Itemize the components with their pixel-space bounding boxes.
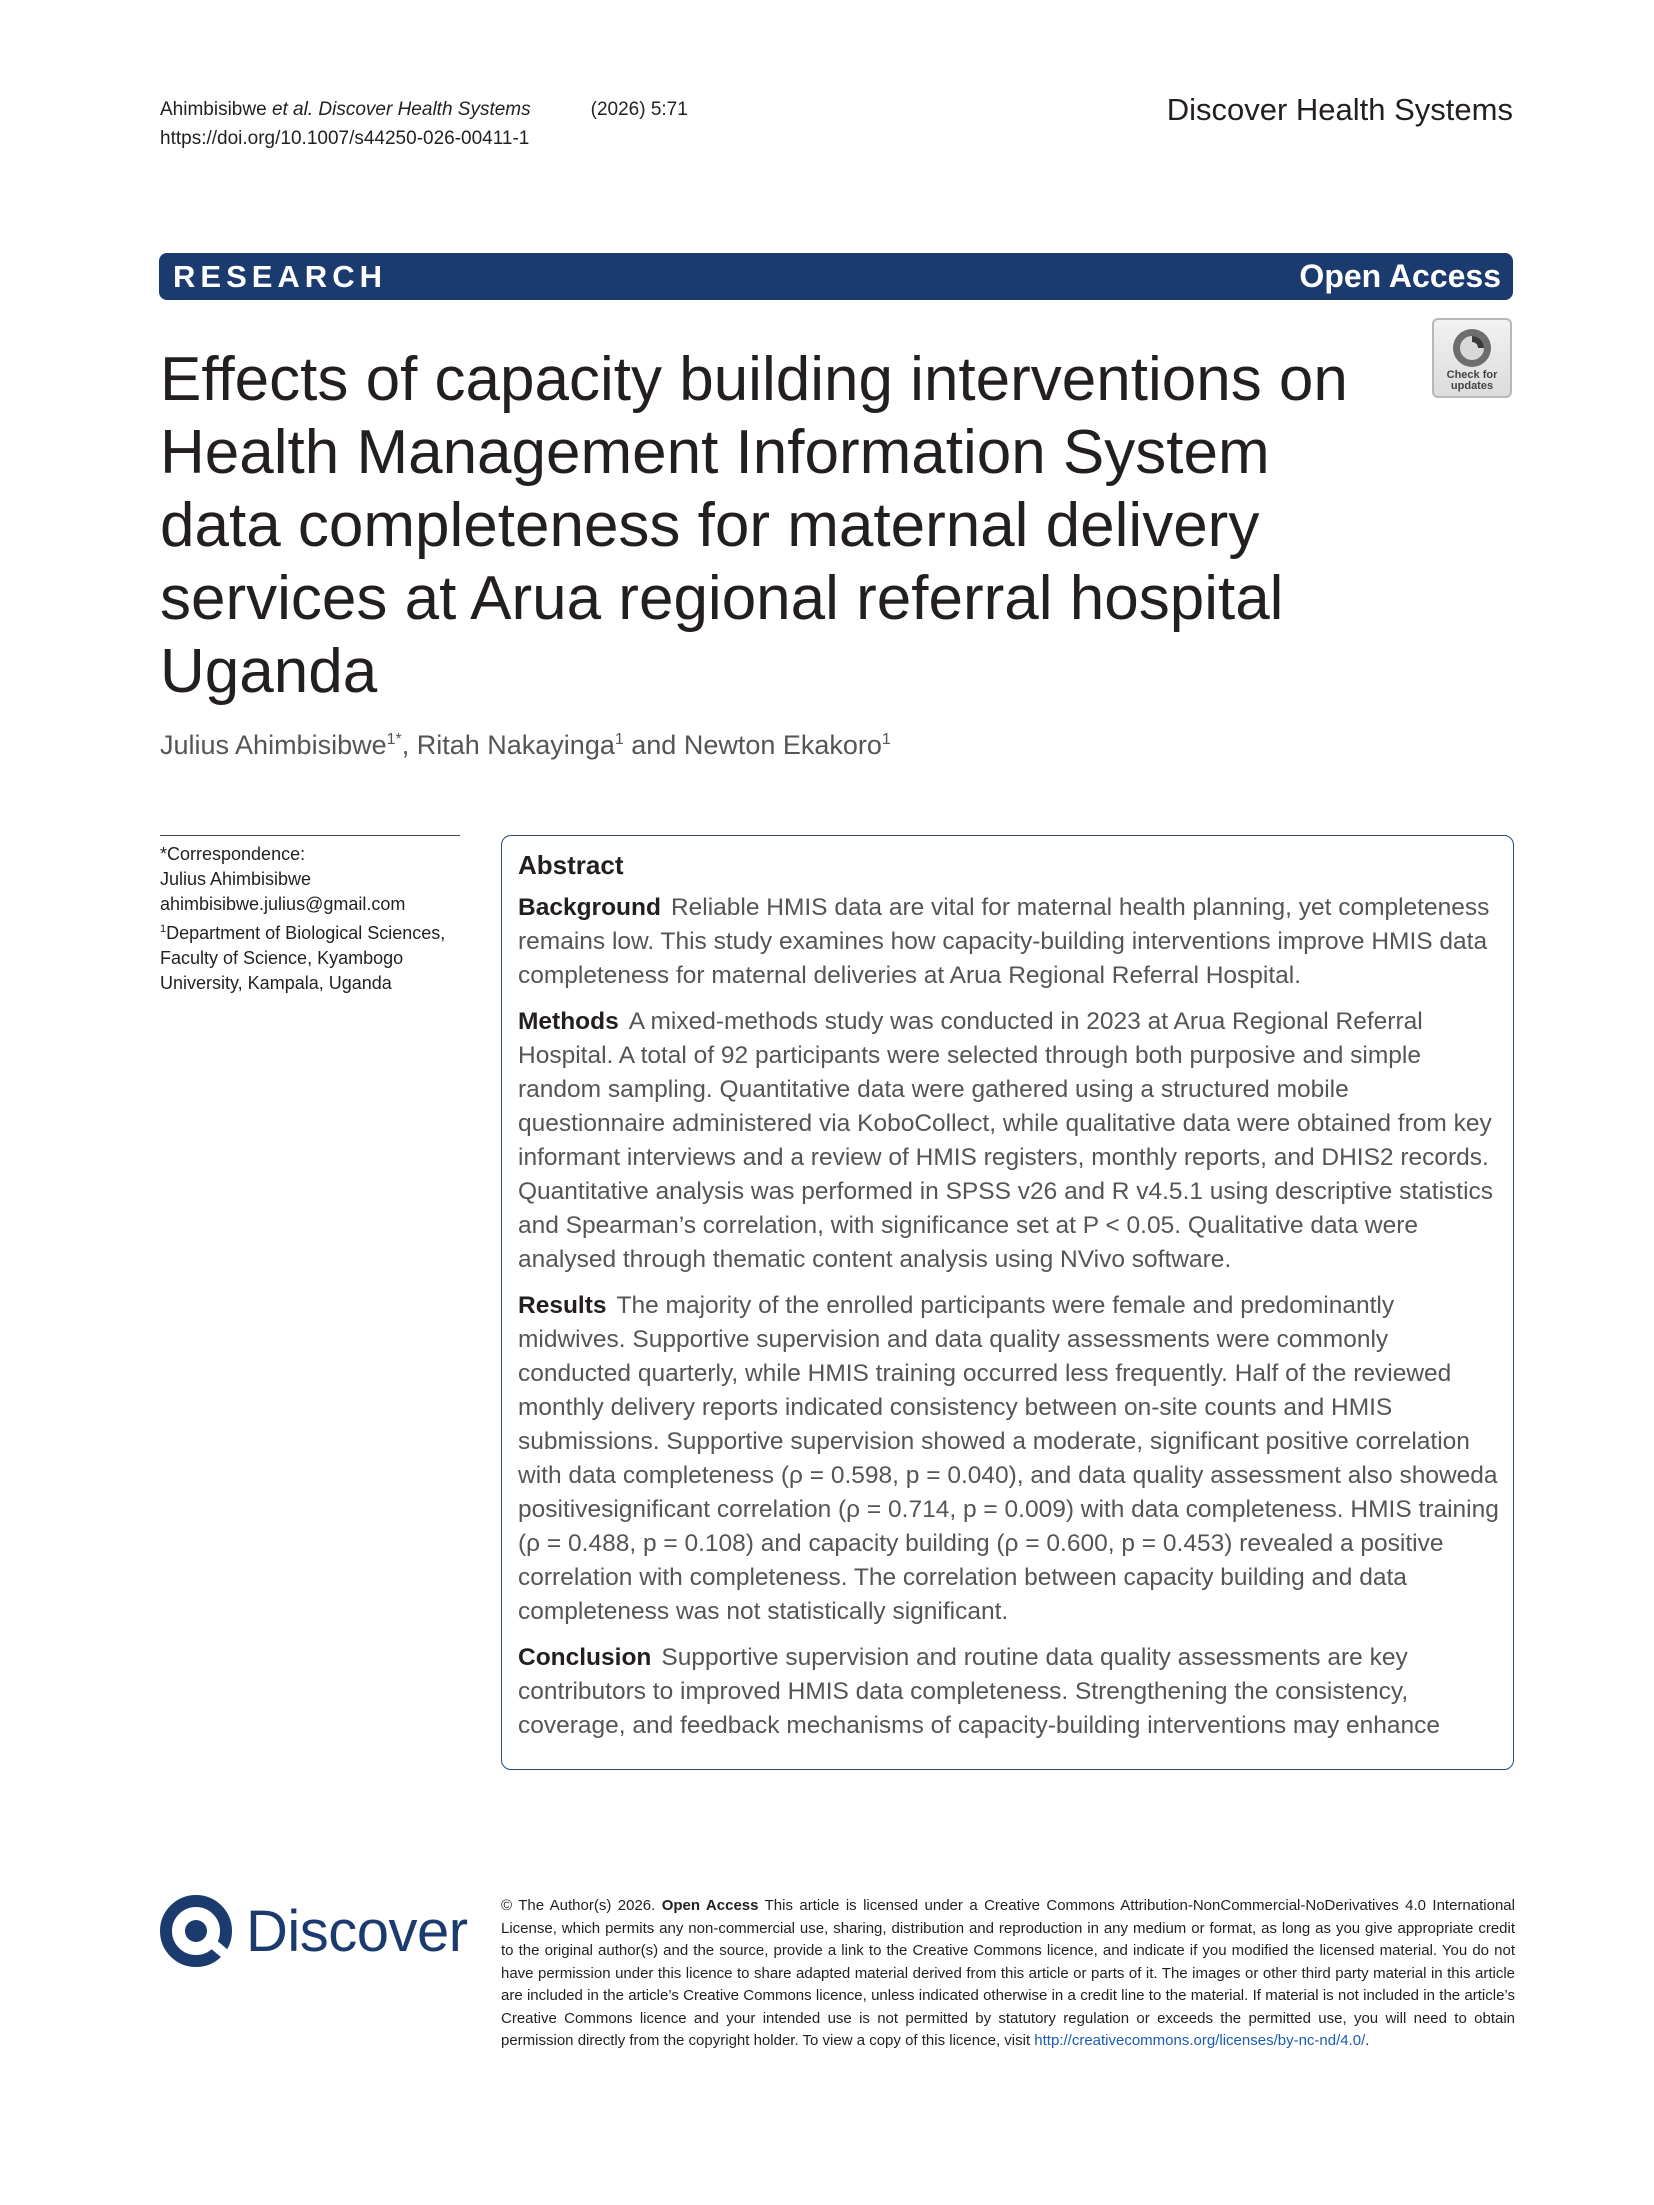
correspondence-email[interactable]: ahimbisibwe.julius@gmail.com bbox=[160, 894, 406, 914]
license-text: This article is licensed under a Creative Commons Attribution-NonCommercial-NoDerivatives 4.0 International License, which permits any non-commercial use, sharing, distribution and reproduction in any medium or format, as long as you give appropriate credit to the original author(s) and the source, provide a link to the Creative Commons licence, and indicate if you modified the licensed material. You do not have permission under this licence to share adapted material derived from this article or parts of it. The images or other third party material in this article are included in the article’s Creative Commons licence, unless indicated otherwise in a credit line to the material. If material is not included in the article’s Creative Commons licence and your intended use is not permitted by statutory regulation or exceeds the permitted use, you will need to obtain permission directly from the copyright holder. To view a copy of this licence, visit bbox=[501, 1897, 1515, 2049]
abstract-background: Background Reliable HMIS data are vital for maternal health planning, yet completeness remains low. This study examines how capacity-building interventions improve HMIS data completeness for maternal deliveries at Arua Regional Referral Hospital. bbox=[518, 894, 1490, 989]
section-label: Background bbox=[518, 894, 661, 921]
author-list bbox=[160, 730, 891, 761]
correspondence-name: Julius Ahimbisibwe bbox=[160, 869, 312, 889]
author-affiliation-mark: 1 bbox=[881, 731, 891, 748]
section-label: Results bbox=[518, 1292, 607, 1319]
section-label: Conclusion bbox=[518, 1644, 652, 1671]
correspondence-divider bbox=[160, 835, 460, 836]
open-access-bold: Open Access bbox=[661, 1897, 759, 1914]
author-affiliation-mark: 1 bbox=[614, 731, 624, 748]
research-bar bbox=[159, 253, 1513, 300]
citation-header bbox=[160, 95, 688, 153]
article-title: Effects of capacity building interventions on Health Management Information System data completeness for maternal delivery services at Arua regional referral hospital Uganda bbox=[160, 345, 1348, 706]
doi-link[interactable]: https://doi.org/10.1007/s44250-026-00411-1 bbox=[160, 128, 530, 149]
abstract-methods: Methods A mixed-methods study was conducted in 2023 at Arua Regional Referral Hospital. A total of 92 participants were selected through both purposive and simple random sampling. Quantitative data were gathered using a structured mobile questionnaire administered via KoboCollect, while qualitative data were obtained from key informant interviews and a review of HMIS registers, monthly reports, and DHIS2 records. Quantitative analysis was performed in SPSS v26 and R v4.5.1 using descriptive statistics and Spearman’s correlation, with significance set at P < 0.05. Qualitative data were analysed through thematic content analysis using NVivo software. bbox=[518, 1008, 1494, 1273]
year-issue: (2026) 5:71 bbox=[590, 99, 688, 120]
citation-authors: Ahimbisibwe et al. Discover Health Systems bbox=[160, 99, 531, 120]
author-name[interactable]: Julius Ahimbisibwe bbox=[160, 730, 387, 760]
discover-logo-text: Discover bbox=[246, 1898, 468, 1964]
section-label: Methods bbox=[518, 1008, 619, 1035]
check-updates-text: Check for updates bbox=[1446, 369, 1498, 392]
author-name[interactable]: and Newton Ekakoro bbox=[623, 730, 882, 760]
article-type-label: RESEARCH bbox=[173, 258, 387, 294]
citation-journal: et al. Discover Health Systems bbox=[271, 99, 531, 120]
correspondence-block bbox=[160, 842, 470, 996]
check-updates-icon bbox=[1450, 326, 1494, 370]
author-affiliation-mark: 1* bbox=[386, 731, 402, 748]
check-for-updates-badge[interactable] bbox=[1432, 318, 1512, 398]
license-link[interactable]: http://creativecommons.org/licenses/by-nc-nd/4.0/ bbox=[1034, 2032, 1366, 2049]
author-name[interactable]: , Ritah Nakayinga bbox=[401, 730, 615, 760]
abstract-conclusion: Conclusion Supportive supervision and routine data quality assessments are key contributors to improved HMIS data completeness. Strengthening the consistency, coverage, and feedback mechanisms of capacity-building interventions may enhance bbox=[518, 1644, 1441, 1739]
abstract-heading: Abstract bbox=[518, 850, 624, 880]
affiliation: $^1$Department of Biological Sciences, Faculty of Science, Kyambogo University, Kampala, Uganda bbox=[160, 923, 446, 993]
journal-name: Discover Health Systems bbox=[1166, 92, 1513, 127]
abstract-box bbox=[501, 835, 1514, 1770]
license-notice: © The Author(s) 2026. Open Access This article is licensed under a Creative Commons Attribution-NonCommercial-NoDerivatives 4.0 International License, which permits any non-commercial use, sharing, distribution and reproduction in any medium or format, as long as you give appropriate credit to the original author(s) and the source, provide a link to the Creative Commons licence, and indicate if you modified the licensed material. You do not have permission under this licence to share adapted material derived from this article or parts of it. The images or other third party material in this article are included in the article’s Creative Commons licence, unless indicated otherwise in a credit line to the material. If material is not included in the article’s Creative Commons licence and your intended use is not permitted by statutory regulation or exceeds the permitted use, you will need to obtain permission directly from the copyright holder. To view a copy of this licence, visit http://creativecommons.org/licenses/by-nc-nd/4.0/. bbox=[501, 1897, 1515, 2049]
discover-logo bbox=[158, 1893, 468, 1969]
abstract-results: Results The majority of the enrolled participants were female and predominantly midwives. Supportive supervision and data quality assessments were commonly conducted quarterly, while HMIS training occurred less frequently. Half of the reviewed monthly delivery reports indicated consistency between on-site counts and HMIS submissions. Supportive supervision showed a moderate, significant positive correlation with data completeness (ρ = 0.598, p = 0.040), and data quality assessment also showeda positivesignificant correlation (ρ = 0.714, p = 0.009) with data completeness. HMIS training (ρ = 0.488, p = 0.108) and capacity building (ρ = 0.600, p = 0.453) revealed a positive correlation with completeness. The correlation between capacity building and data completeness was not statistically significant. bbox=[518, 1292, 1499, 1625]
copyright-text: © The Author(s) 2026. bbox=[501, 1897, 662, 1914]
open-access-label: Open Access bbox=[1299, 258, 1501, 294]
correspondence-label: *Correspondence: bbox=[160, 844, 306, 864]
affiliation-mark: 1 bbox=[160, 923, 167, 935]
discover-logo-icon bbox=[158, 1893, 234, 1969]
